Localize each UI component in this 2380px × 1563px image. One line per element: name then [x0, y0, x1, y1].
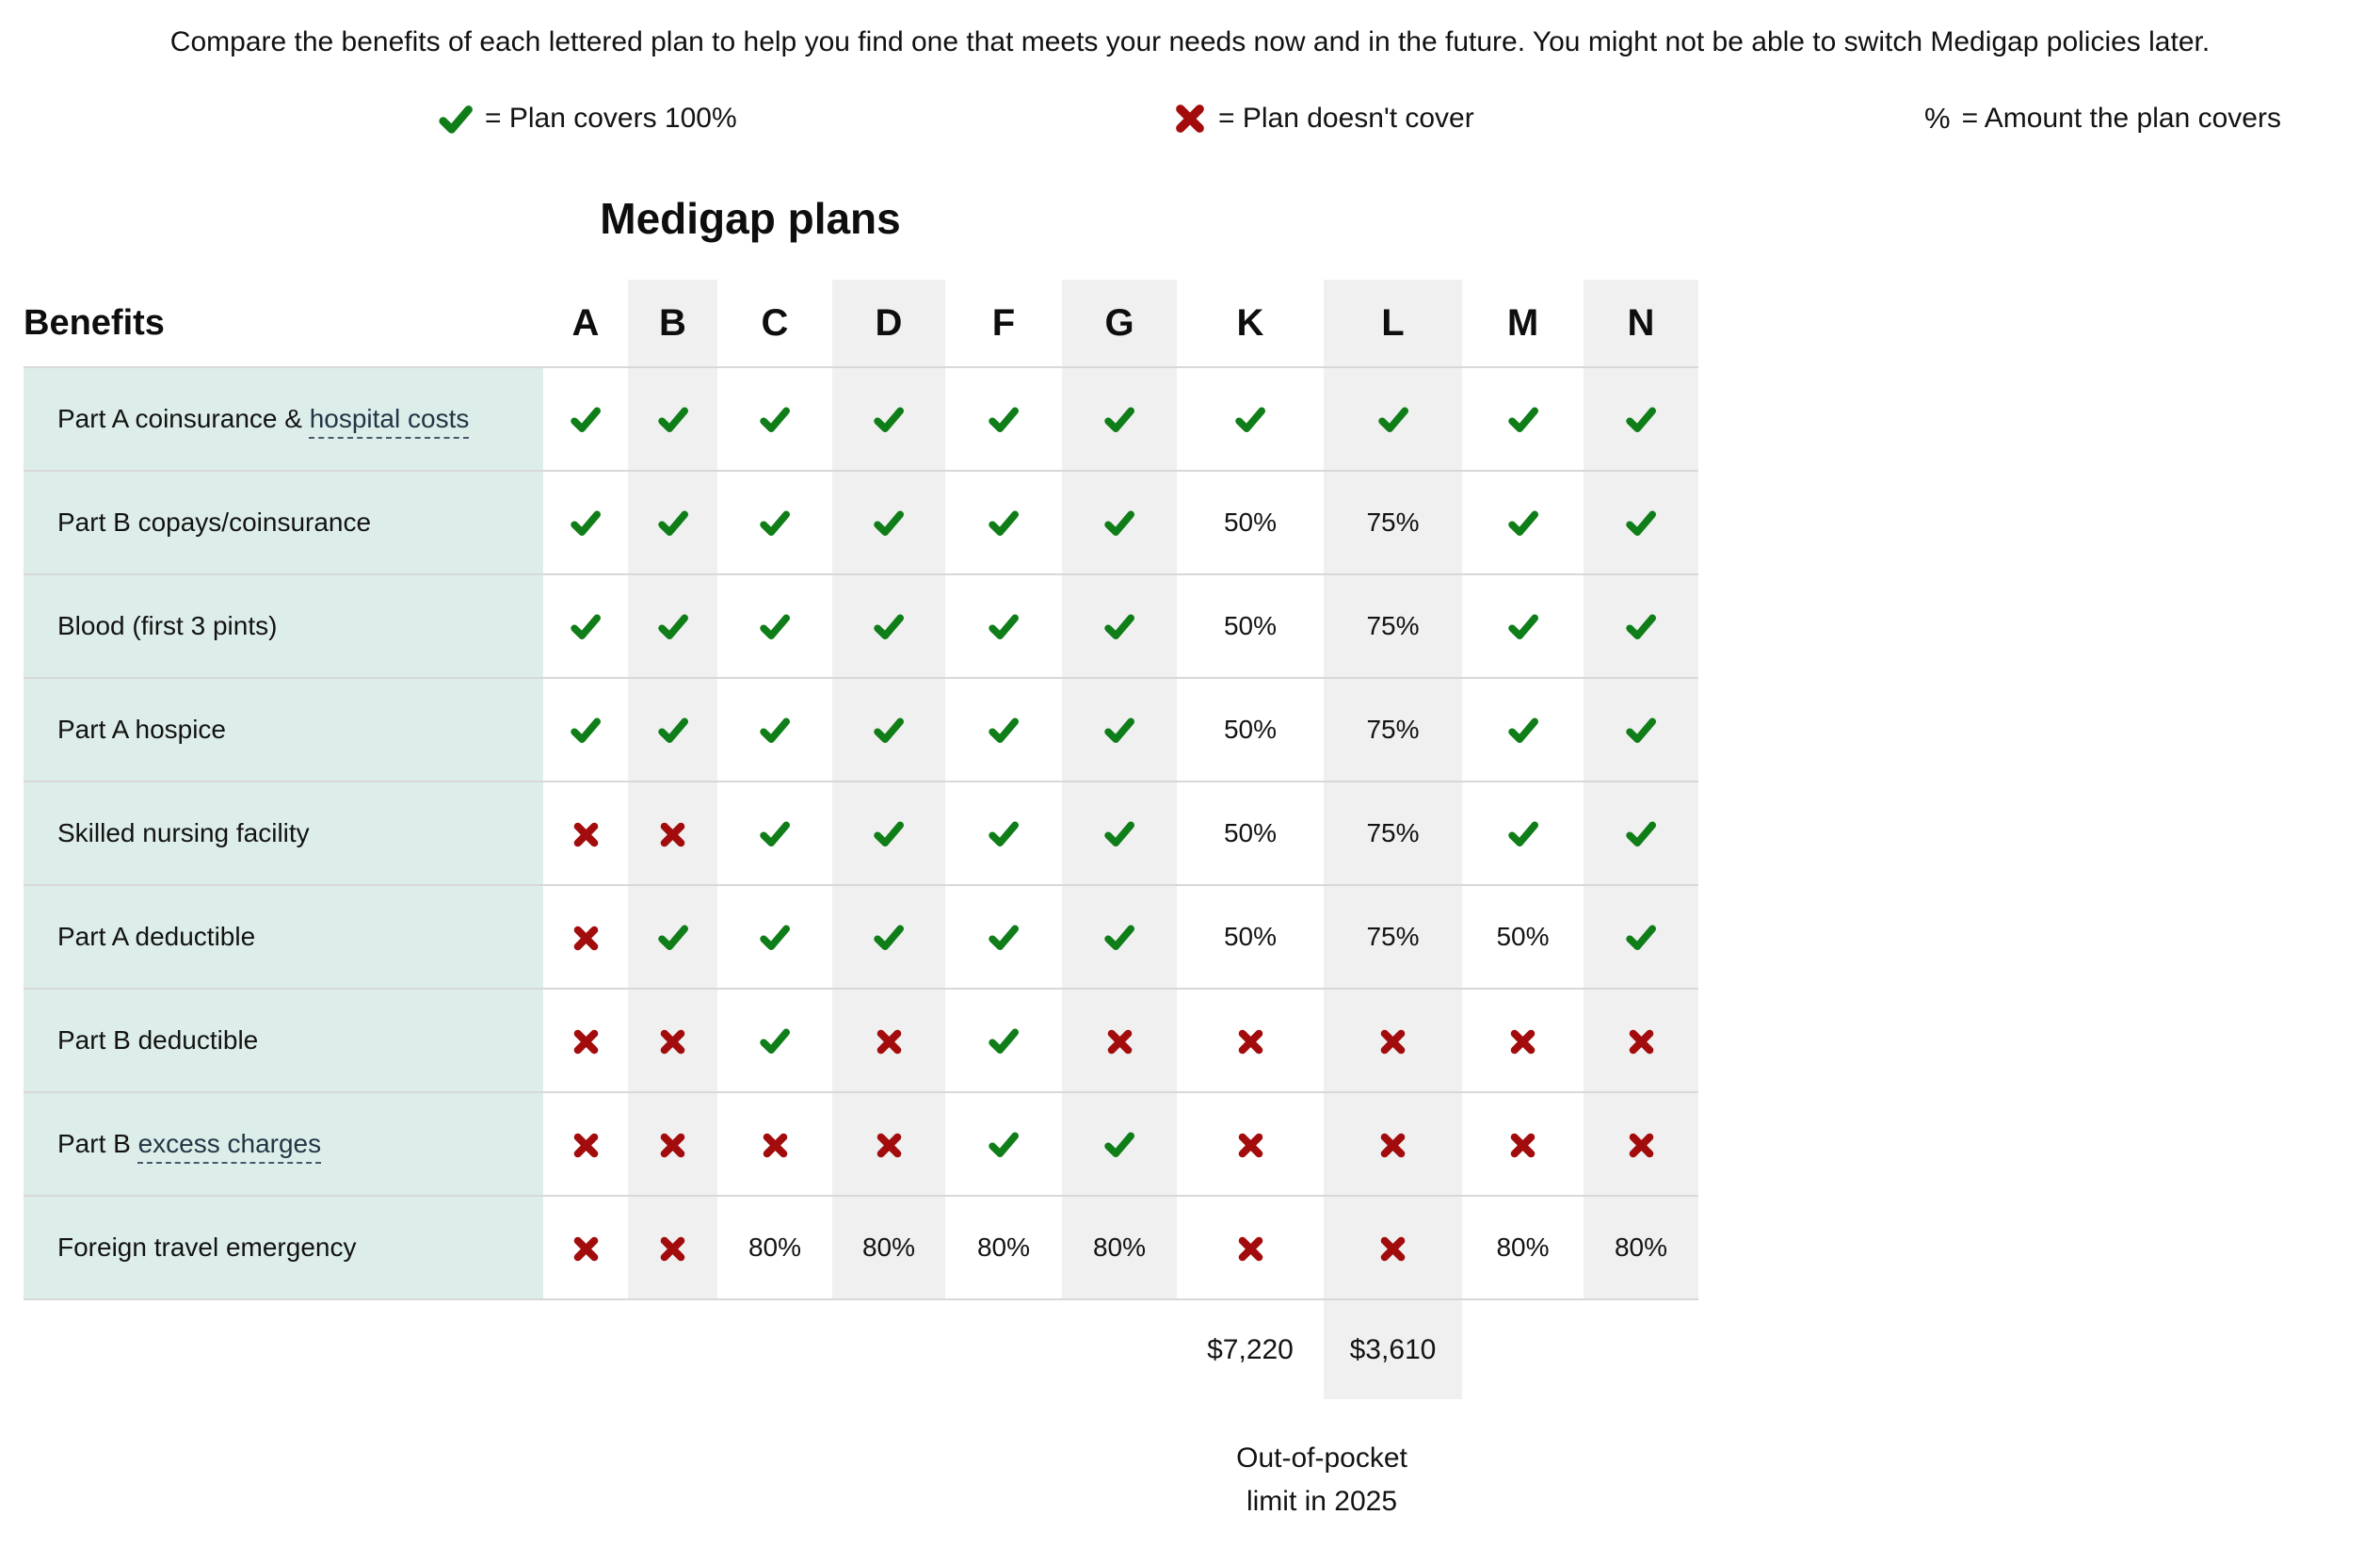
cross-icon [1508, 1027, 1537, 1056]
check-icon [873, 921, 905, 953]
cross-icon [1627, 1027, 1656, 1056]
not-covered-cell [1584, 989, 1698, 1092]
plan-column-header-F: F [991, 301, 1016, 344]
not-covered-cell [543, 989, 628, 1092]
not-covered-cell [543, 885, 628, 989]
footer-empty-cell [945, 1299, 1062, 1399]
out-of-pocket-row [24, 1299, 1698, 1399]
cross-icon [1236, 1131, 1265, 1160]
check-icon [1103, 1128, 1135, 1160]
benefit-label-cell [24, 885, 543, 989]
covered-cell [832, 782, 945, 885]
covered-cell [1584, 471, 1698, 574]
not-covered-cell [1324, 1196, 1462, 1299]
not-covered-cell [543, 1092, 628, 1196]
not-covered-cell [543, 782, 628, 885]
percent-cell: 80% [832, 1196, 945, 1299]
benefit-label-text: Part B [57, 1129, 138, 1158]
not-covered-cell [543, 1196, 628, 1299]
covered-cell [1062, 471, 1177, 574]
check-icon [1377, 403, 1409, 435]
benefit-label-cell [24, 1196, 543, 1299]
not-covered-cell [832, 989, 945, 1092]
check-icon [1625, 507, 1657, 539]
covered-cell [717, 574, 832, 678]
not-covered-cell [1462, 989, 1584, 1092]
check-icon [1625, 921, 1657, 953]
benefit-label-text: Skilled nursing facility [57, 818, 310, 847]
check-icon [988, 1024, 1020, 1056]
check-icon [570, 714, 602, 746]
cross-icon [1236, 1027, 1265, 1056]
plan-column-header-C: C [761, 301, 789, 344]
covered-cell [1062, 885, 1177, 989]
check-icon [1103, 921, 1135, 953]
legend-not-covered-label: = Plan doesn't cover [1218, 103, 1474, 134]
percent-cell: 50% [1177, 574, 1324, 678]
covered-cell [717, 885, 832, 989]
covered-cell [628, 885, 717, 989]
footer-empty-cell [1584, 1299, 1698, 1399]
check-icon [1625, 610, 1657, 642]
covered-cell [1062, 678, 1177, 782]
covered-cell [1324, 367, 1462, 471]
cross-icon [658, 1131, 687, 1160]
excess-charges-link[interactable]: excess charges [137, 1129, 322, 1158]
covered-cell [628, 574, 717, 678]
footer-empty-cell [832, 1299, 945, 1399]
plan-column-header-K: K [1236, 301, 1264, 344]
plan-column-header-A: A [571, 301, 600, 344]
check-icon [759, 403, 791, 435]
covered-cell [543, 678, 628, 782]
cross-icon [1378, 1131, 1407, 1160]
table-row [24, 471, 1698, 574]
check-icon [1507, 403, 1539, 435]
benefit-label-cell [24, 471, 543, 574]
plan-column-header-B: B [628, 280, 717, 367]
plan-column-header-N: N [1584, 280, 1698, 367]
cross-icon [658, 1027, 687, 1056]
percent-cell: 80% [945, 1196, 1062, 1299]
check-icon [988, 507, 1020, 539]
footer-empty-cell [1462, 1299, 1584, 1399]
hospital-costs-link[interactable]: hospital costs [309, 404, 470, 433]
footer-empty-cell [1062, 1299, 1177, 1399]
table-row [24, 782, 1698, 885]
covered-cell [628, 471, 717, 574]
covered-cell [945, 367, 1062, 471]
covered-cell [1462, 782, 1584, 885]
cross-icon [571, 1131, 601, 1160]
covered-cell [1584, 782, 1698, 885]
check-icon [873, 403, 905, 435]
benefit-label-text: Foreign travel emergency [57, 1233, 357, 1262]
plan-column-header-L: L [1324, 280, 1462, 367]
cross-icon [1236, 1234, 1265, 1264]
check-icon [759, 921, 791, 953]
table-row [24, 574, 1698, 678]
check-icon [988, 610, 1020, 642]
check-icon [988, 714, 1020, 746]
percent-cell: 75% [1324, 678, 1462, 782]
cross-icon [875, 1131, 904, 1160]
not-covered-cell [1177, 1092, 1324, 1196]
covered-cell [832, 885, 945, 989]
covered-cell [1584, 885, 1698, 989]
covered-cell [832, 678, 945, 782]
check-icon [1625, 817, 1657, 849]
medigap-plans-table [24, 280, 1698, 1399]
table-row [24, 1196, 1698, 1299]
check-icon [873, 507, 905, 539]
check-icon [873, 714, 905, 746]
cross-icon [1173, 102, 1207, 136]
check-icon [1507, 817, 1539, 849]
not-covered-cell [832, 1092, 945, 1196]
benefits-column-header: Benefits [24, 302, 165, 343]
percent-cell: 80% [1584, 1196, 1698, 1299]
check-icon [570, 403, 602, 435]
check-icon [759, 507, 791, 539]
table-row [24, 885, 1698, 989]
benefit-label-text: Part A hospice [57, 715, 227, 744]
check-icon [988, 403, 1020, 435]
check-icon [438, 101, 474, 137]
check-icon [988, 1128, 1020, 1160]
percent-cell: 80% [1462, 1196, 1584, 1299]
check-icon [657, 507, 689, 539]
covered-cell [1584, 678, 1698, 782]
check-icon [759, 817, 791, 849]
not-covered-cell [628, 989, 717, 1092]
covered-cell [717, 782, 832, 885]
covered-cell [543, 574, 628, 678]
not-covered-cell [628, 1196, 717, 1299]
legend-covers-label: = Plan covers 100% [485, 103, 737, 134]
footer-benefit-spacer [24, 1299, 543, 1399]
cross-icon [875, 1027, 904, 1056]
covered-cell [543, 471, 628, 574]
check-icon [570, 507, 602, 539]
legend-item-not-covered [1173, 96, 1474, 141]
legend [0, 96, 2380, 141]
cross-icon [761, 1131, 790, 1160]
covered-cell [628, 678, 717, 782]
cross-icon [1378, 1027, 1407, 1056]
table-row [24, 367, 1698, 471]
cross-icon [571, 1234, 601, 1264]
plan-column-header-M: M [1506, 301, 1539, 344]
percent-cell: 50% [1177, 471, 1324, 574]
covered-cell [945, 782, 1062, 885]
percent-cell: 80% [1062, 1196, 1177, 1299]
check-icon [759, 610, 791, 642]
not-covered-cell [628, 1092, 717, 1196]
out-of-pocket-limit-K: $7,220 [1207, 1333, 1294, 1365]
table-row [24, 989, 1698, 1092]
percent-cell: 50% [1462, 885, 1584, 989]
covered-cell [1584, 574, 1698, 678]
percent-cell: 75% [1324, 885, 1462, 989]
cross-icon [1173, 102, 1207, 136]
covered-cell [945, 678, 1062, 782]
plan-column-header-D: D [832, 280, 945, 367]
cross-icon [571, 820, 601, 849]
plan-column-header-G: G [1062, 280, 1177, 367]
check-icon [1625, 714, 1657, 746]
check-icon [570, 610, 602, 642]
covered-cell [832, 471, 945, 574]
covered-cell [1062, 782, 1177, 885]
covered-cell [1462, 574, 1584, 678]
check-icon [873, 610, 905, 642]
covered-cell [832, 574, 945, 678]
cross-icon [1627, 1131, 1656, 1160]
covered-cell [945, 574, 1062, 678]
benefit-label-cell [24, 1092, 543, 1196]
not-covered-cell [628, 782, 717, 885]
covered-cell [1462, 678, 1584, 782]
check-icon [759, 1024, 791, 1056]
cross-icon [571, 1027, 601, 1056]
out-of-pocket-limit-L: $3,610 [1324, 1299, 1462, 1399]
cross-icon [1508, 1131, 1537, 1160]
check-icon [873, 817, 905, 849]
percent-cell: 75% [1324, 782, 1462, 885]
check-icon [988, 817, 1020, 849]
benefit-label-cell [24, 989, 543, 1092]
plans-header-row [24, 280, 1698, 367]
covered-cell [945, 989, 1062, 1092]
legend-item-percent [1924, 96, 2281, 141]
legend-item-covers [438, 96, 737, 141]
covered-cell [717, 678, 832, 782]
cross-icon [658, 820, 687, 849]
check-icon [1103, 403, 1135, 435]
percent-cell: 50% [1177, 678, 1324, 782]
check-icon [988, 921, 1020, 953]
not-covered-cell [1062, 989, 1177, 1092]
not-covered-cell [1584, 1092, 1698, 1196]
covered-cell [717, 367, 832, 471]
cross-icon [1378, 1234, 1407, 1264]
covered-cell [543, 367, 628, 471]
percent-cell: 50% [1177, 885, 1324, 989]
covered-cell [1177, 367, 1324, 471]
covered-cell [717, 989, 832, 1092]
benefit-label-text: Part A deductible [57, 922, 256, 951]
out-of-pocket-caption-line: Out-of-pocket [1236, 1442, 1407, 1474]
check-icon [1507, 714, 1539, 746]
percent-cell: 80% [717, 1196, 832, 1299]
covered-cell [1462, 471, 1584, 574]
legend-percent-label: = Amount the plan covers [1961, 103, 2281, 134]
table-title: Medigap plans [600, 194, 901, 243]
covered-cell [945, 1092, 1062, 1196]
check-icon [657, 714, 689, 746]
benefit-label-cell [24, 574, 543, 678]
out-of-pocket-caption [1236, 1437, 1407, 1523]
footer-empty-cell [628, 1299, 717, 1399]
covered-cell [945, 471, 1062, 574]
percent-cell: 75% [1324, 574, 1462, 678]
not-covered-cell [1177, 989, 1324, 1092]
check-icon [1507, 507, 1539, 539]
check-icon [438, 101, 474, 137]
benefit-label-text: Blood (first 3 pints) [57, 611, 278, 640]
cross-icon [658, 1234, 687, 1264]
cross-icon [1105, 1027, 1134, 1056]
covered-cell [945, 885, 1062, 989]
table-row [24, 1092, 1698, 1196]
check-icon [1625, 403, 1657, 435]
benefit-label-text: Part B copays/coinsurance [57, 508, 372, 537]
covered-cell [832, 367, 945, 471]
benefit-label-cell [24, 678, 543, 782]
benefit-label-cell [24, 782, 543, 885]
check-icon [1234, 403, 1266, 435]
benefit-label-cell [24, 367, 543, 471]
check-icon [1103, 507, 1135, 539]
covered-cell [1062, 1092, 1177, 1196]
percent-cell: 75% [1324, 471, 1462, 574]
intro-text: Compare the benefits of each lettered plan to help you find one that meets your needs now and in the future. You might not be able to switch Medigap policies later. [169, 26, 2211, 57]
footer-empty-cell [717, 1299, 832, 1399]
check-icon [1507, 610, 1539, 642]
not-covered-cell [1324, 989, 1462, 1092]
covered-cell [1062, 367, 1177, 471]
not-covered-cell [1324, 1092, 1462, 1196]
benefit-label-text: Part B deductible [57, 1025, 259, 1055]
check-icon [657, 921, 689, 953]
percent-symbol: % [1924, 102, 1951, 135]
covered-cell [1462, 367, 1584, 471]
not-covered-cell [1177, 1196, 1324, 1299]
check-icon [759, 714, 791, 746]
covered-cell [1062, 574, 1177, 678]
benefit-label-text: Part A coinsurance & [57, 404, 310, 433]
covered-cell [717, 471, 832, 574]
check-icon [1103, 714, 1135, 746]
cross-icon [571, 924, 601, 953]
not-covered-cell [717, 1092, 832, 1196]
covered-cell [1584, 367, 1698, 471]
percent-cell: 50% [1177, 782, 1324, 885]
table-row [24, 678, 1698, 782]
out-of-pocket-caption-line: limit in 2025 [1246, 1486, 1398, 1517]
footer-empty-cell [543, 1299, 628, 1399]
check-icon [657, 610, 689, 642]
check-icon [1103, 817, 1135, 849]
check-icon [657, 403, 689, 435]
check-icon [1103, 610, 1135, 642]
covered-cell [628, 367, 717, 471]
not-covered-cell [1462, 1092, 1584, 1196]
